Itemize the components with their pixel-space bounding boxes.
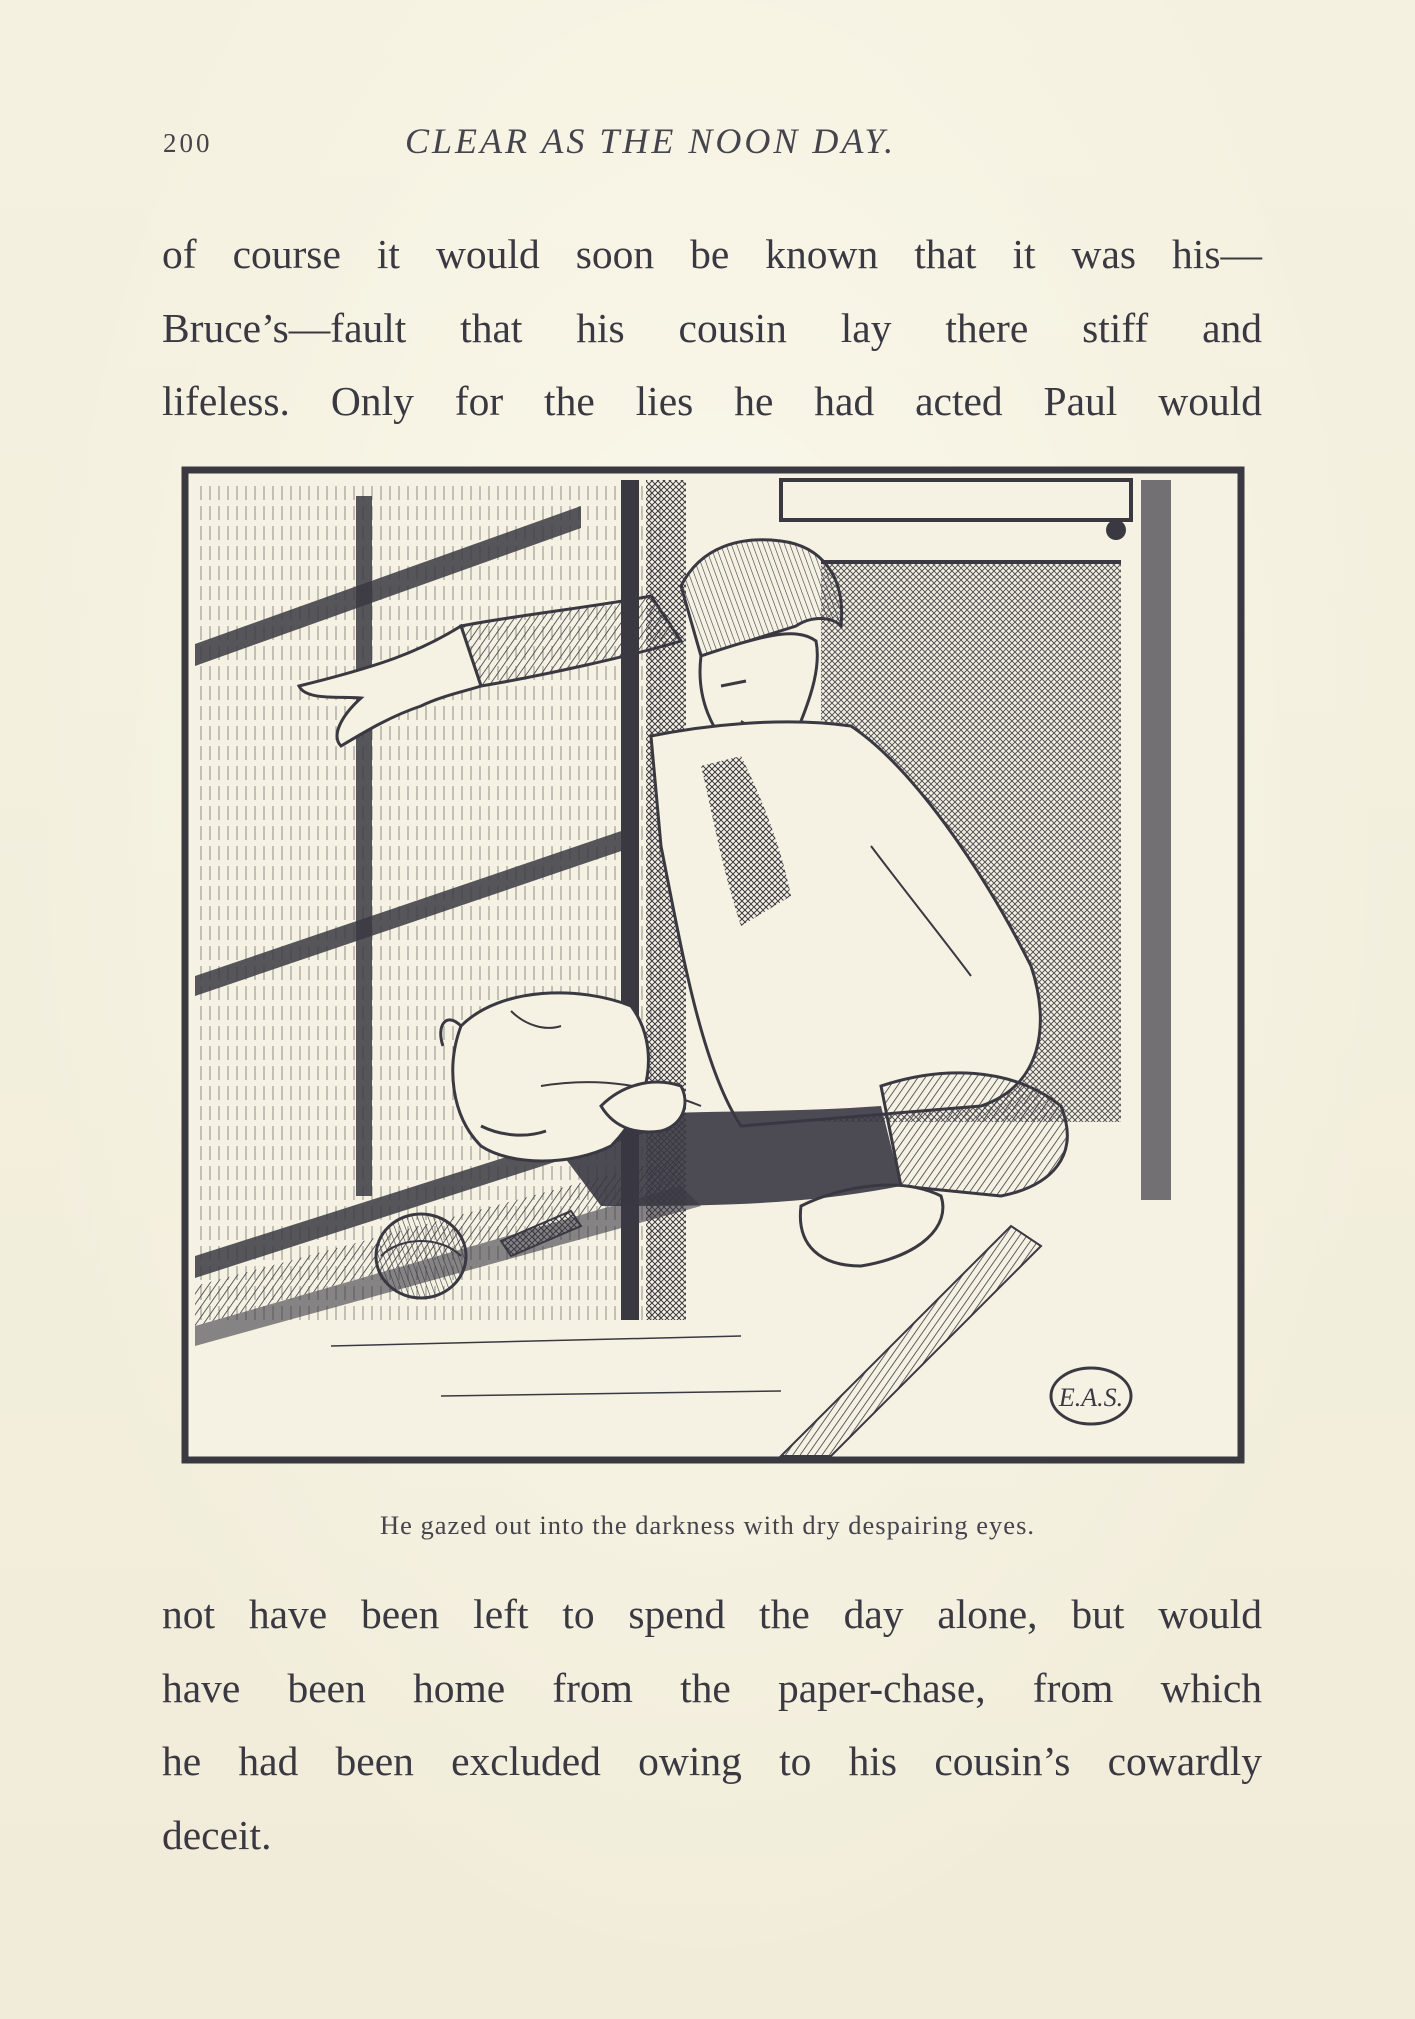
- illustration: [181, 466, 1245, 1464]
- text-line: lifeless. Only for the lies he had acted Paul would: [162, 378, 1262, 424]
- illustration-caption: He gazed out into the darkness with dry despairing eyes.: [379, 1510, 1036, 1540]
- text-line: he had been excluded owing to his cousin’s cowardly: [162, 1738, 1262, 1784]
- text-line: of course it would soon be known that it was his—: [162, 231, 1262, 277]
- illustration-drawing: [181, 466, 1245, 1464]
- monogram-text: E.A.S.: [1058, 1383, 1124, 1412]
- body-text-bottom: [162, 1578, 1262, 1872]
- text-line: have been home from the paper-chase, from which: [162, 1664, 1262, 1711]
- running-title: CLEAR AS THE NOON DAY.: [405, 121, 897, 161]
- text-line: not have been left to spend the day alone, but would: [162, 1591, 1262, 1637]
- text-line: deceit.: [162, 1811, 272, 1858]
- page-number: 200: [163, 128, 213, 158]
- running-head: [0, 120, 1415, 160]
- body-text-top: [162, 218, 1262, 439]
- text-line: Bruce’s—fault that his cousin lay there stiff and: [162, 304, 1262, 351]
